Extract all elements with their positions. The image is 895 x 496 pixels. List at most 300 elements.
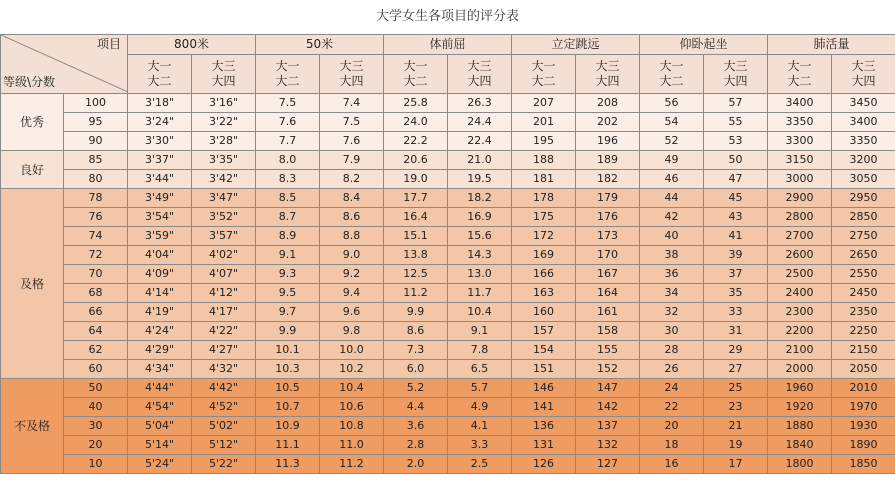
value-cell: 3'59" [128,227,192,246]
value-cell: 3'30" [128,132,192,151]
value-cell: 3050 [832,170,895,189]
value-cell: 5.2 [384,379,448,398]
value-cell: 172 [512,227,576,246]
value-cell: 10.6 [320,398,384,417]
year-group-header [576,55,640,94]
item-axis-label: 项目 [96,37,121,51]
value-cell: 4'42" [192,379,256,398]
value-cell: 4'02" [192,246,256,265]
score-cell: 30 [64,417,128,436]
value-cell: 151 [512,360,576,379]
value-cell: 29 [704,341,768,360]
value-cell: 3'57" [192,227,256,246]
value-cell: 2250 [832,322,895,341]
item-header-50m: 50米 [256,35,384,55]
value-cell: 22.2 [384,132,448,151]
value-cell: 2800 [768,208,832,227]
value-cell: 2200 [768,322,832,341]
value-cell: 5'24" [128,455,192,474]
value-cell: 4'29" [128,341,192,360]
value-cell: 3'24" [128,113,192,132]
value-cell: 4'44" [128,379,192,398]
value-cell: 178 [512,189,576,208]
item-header-sit-and-reach: 体前屈 [384,35,512,55]
value-cell: 43 [704,208,768,227]
value-cell: 4'19" [128,303,192,322]
value-cell: 152 [576,360,640,379]
value-cell: 40 [640,227,704,246]
score-cell: 20 [64,436,128,455]
value-cell: 2850 [832,208,895,227]
value-cell: 22.4 [448,132,512,151]
value-cell: 55 [704,113,768,132]
value-cell: 2100 [768,341,832,360]
value-cell: 2700 [768,227,832,246]
value-cell: 9.8 [320,322,384,341]
value-cell: 31 [704,322,768,341]
value-cell: 1970 [832,398,895,417]
value-cell: 42 [640,208,704,227]
value-cell: 5'14" [128,436,192,455]
value-cell: 146 [512,379,576,398]
value-cell: 57 [704,94,768,113]
value-cell: 33 [704,303,768,322]
value-cell: 1880 [768,417,832,436]
value-cell: 10.4 [448,303,512,322]
table-row [1,94,895,113]
value-cell: 9.3 [256,265,320,284]
value-cell: 4'24" [128,322,192,341]
value-cell: 182 [576,170,640,189]
value-cell: 20 [640,417,704,436]
year-group-header [704,55,768,94]
value-cell: 4'34" [128,360,192,379]
value-cell: 21 [704,417,768,436]
value-cell: 3150 [768,151,832,170]
value-cell: 4'22" [192,322,256,341]
year-group-header [512,55,576,94]
value-cell: 23 [704,398,768,417]
value-cell: 1930 [832,417,895,436]
year-group-header [832,55,895,94]
value-cell: 1920 [768,398,832,417]
value-cell: 2950 [832,189,895,208]
value-cell: 3'52" [192,208,256,227]
value-cell: 8.6 [320,208,384,227]
value-cell: 4'09" [128,265,192,284]
value-cell: 2300 [768,303,832,322]
value-cell: 12.5 [384,265,448,284]
score-cell: 74 [64,227,128,246]
value-cell: 9.5 [256,284,320,303]
value-cell: 161 [576,303,640,322]
score-cell: 100 [64,94,128,113]
value-cell: 126 [512,455,576,474]
value-cell: 10.8 [320,417,384,436]
value-cell: 3450 [832,94,895,113]
value-cell: 3'37" [128,151,192,170]
value-cell: 136 [512,417,576,436]
value-cell: 4'54" [128,398,192,417]
year-label: 大一 [147,59,172,73]
value-cell: 3.3 [448,436,512,455]
value-cell: 8.9 [256,227,320,246]
value-cell: 2450 [832,284,895,303]
value-cell: 16.4 [384,208,448,227]
year-group-header [256,55,320,94]
value-cell: 3.6 [384,417,448,436]
value-cell: 7.5 [320,113,384,132]
value-cell: 195 [512,132,576,151]
value-cell: 9.1 [448,322,512,341]
value-cell: 10.3 [256,360,320,379]
year-label: 大三 [595,59,620,73]
value-cell: 4'27" [192,341,256,360]
value-cell: 3'35" [192,151,256,170]
value-cell: 4.4 [384,398,448,417]
value-cell: 26 [640,360,704,379]
value-cell: 9.1 [256,246,320,265]
year-label: 大一 [403,59,428,73]
value-cell: 4'07" [192,265,256,284]
value-cell: 173 [576,227,640,246]
year-label: 大三 [339,59,364,73]
value-cell: 11.2 [320,455,384,474]
value-cell: 2.5 [448,455,512,474]
value-cell: 41 [704,227,768,246]
value-cell: 7.6 [256,113,320,132]
score-cell: 72 [64,246,128,265]
value-cell: 16.9 [448,208,512,227]
table-row [1,436,895,455]
value-cell: 30 [640,322,704,341]
item-header-vital-capacity: 肺活量 [768,35,895,55]
grade-level-cell: 不及格 [1,379,64,474]
year-group-header [192,55,256,94]
value-cell: 36 [640,265,704,284]
value-cell: 3400 [768,94,832,113]
value-cell: 9.2 [320,265,384,284]
value-cell: 19.0 [384,170,448,189]
value-cell: 208 [576,94,640,113]
value-cell: 5.7 [448,379,512,398]
value-cell: 158 [576,322,640,341]
value-cell: 2350 [832,303,895,322]
value-cell: 1890 [832,436,895,455]
value-cell: 202 [576,113,640,132]
year-label: 大二 [403,74,428,88]
year-label: 大二 [531,74,556,88]
value-cell: 18 [640,436,704,455]
value-cell: 3350 [832,132,895,151]
value-cell: 47 [704,170,768,189]
value-cell: 176 [576,208,640,227]
value-cell: 2400 [768,284,832,303]
value-cell: 6.0 [384,360,448,379]
value-cell: 56 [640,94,704,113]
score-cell: 62 [64,341,128,360]
item-header-800m: 800米 [128,35,256,55]
value-cell: 8.4 [320,189,384,208]
value-cell: 17 [704,455,768,474]
value-cell: 37 [704,265,768,284]
value-cell: 164 [576,284,640,303]
score-cell: 78 [64,189,128,208]
table-row [1,303,895,322]
value-cell: 2150 [832,341,895,360]
table-row [1,322,895,341]
table-row [1,341,895,360]
year-group-header [320,55,384,94]
table-row [1,132,895,151]
value-cell: 15.6 [448,227,512,246]
value-cell: 7.3 [384,341,448,360]
value-cell: 4'04" [128,246,192,265]
value-cell: 10.1 [256,341,320,360]
year-label: 大二 [659,74,684,88]
value-cell: 10.5 [256,379,320,398]
value-cell: 25.8 [384,94,448,113]
value-cell: 49 [640,151,704,170]
item-header-sit-ups: 仰卧起坐 [640,35,768,55]
value-cell: 7.9 [320,151,384,170]
value-cell: 10.4 [320,379,384,398]
value-cell: 175 [512,208,576,227]
value-cell: 166 [512,265,576,284]
value-cell: 3'22" [192,113,256,132]
value-cell: 137 [576,417,640,436]
score-cell: 90 [64,132,128,151]
score-cell: 40 [64,398,128,417]
value-cell: 4'52" [192,398,256,417]
value-cell: 188 [512,151,576,170]
value-cell: 155 [576,341,640,360]
value-cell: 132 [576,436,640,455]
year-label: 大四 [851,74,876,88]
value-cell: 189 [576,151,640,170]
year-label: 大一 [787,59,812,73]
item-header-standing-long-jump: 立定跳远 [512,35,640,55]
value-cell: 11.7 [448,284,512,303]
value-cell: 3000 [768,170,832,189]
value-cell: 21.0 [448,151,512,170]
value-cell: 3'18" [128,94,192,113]
value-cell: 3200 [832,151,895,170]
value-cell: 201 [512,113,576,132]
table-row [1,227,895,246]
value-cell: 19.5 [448,170,512,189]
value-cell: 7.6 [320,132,384,151]
value-cell: 28 [640,341,704,360]
value-cell: 45 [704,189,768,208]
year-label: 大四 [467,74,492,88]
year-label: 大二 [275,74,300,88]
value-cell: 24.0 [384,113,448,132]
score-table [0,34,895,474]
value-cell: 53 [704,132,768,151]
year-label: 大四 [339,74,364,88]
value-cell: 24.4 [448,113,512,132]
value-cell: 3350 [768,113,832,132]
value-cell: 15.1 [384,227,448,246]
score-cell: 85 [64,151,128,170]
score-cell: 10 [64,455,128,474]
table-row [1,113,895,132]
value-cell: 5'22" [192,455,256,474]
value-cell: 1840 [768,436,832,455]
value-cell: 1850 [832,455,895,474]
score-cell: 95 [64,113,128,132]
value-cell: 18.2 [448,189,512,208]
value-cell: 32 [640,303,704,322]
value-cell: 8.0 [256,151,320,170]
grade-axis-label: 等级\分数 [3,75,56,89]
value-cell: 181 [512,170,576,189]
value-cell: 54 [640,113,704,132]
value-cell: 2000 [768,360,832,379]
value-cell: 27 [704,360,768,379]
table-row [1,170,895,189]
value-cell: 10.7 [256,398,320,417]
value-cell: 3400 [832,113,895,132]
value-cell: 35 [704,284,768,303]
value-cell: 9.4 [320,284,384,303]
value-cell: 7.7 [256,132,320,151]
value-cell: 50 [704,151,768,170]
value-cell: 3'16" [192,94,256,113]
page-title: 大学女生各项目的评分表 [375,9,519,24]
value-cell: 207 [512,94,576,113]
value-cell: 2050 [832,360,895,379]
grade-level-cell: 良好 [1,151,64,189]
value-cell: 4'12" [192,284,256,303]
table-row [1,189,895,208]
value-cell: 167 [576,265,640,284]
year-label: 大二 [147,74,172,88]
value-cell: 13.0 [448,265,512,284]
year-group-header [640,55,704,94]
table-row [1,265,895,284]
table-row [1,379,895,398]
value-cell: 2650 [832,246,895,265]
value-cell: 163 [512,284,576,303]
value-cell: 7.8 [448,341,512,360]
value-cell: 2750 [832,227,895,246]
value-cell: 160 [512,303,576,322]
value-cell: 6.5 [448,360,512,379]
value-cell: 13.8 [384,246,448,265]
value-cell: 14.3 [448,246,512,265]
year-label: 大一 [275,59,300,73]
grade-level-cell: 优秀 [1,94,64,151]
value-cell: 7.4 [320,94,384,113]
value-cell: 4'14" [128,284,192,303]
value-cell: 7.5 [256,94,320,113]
year-group-header [384,55,448,94]
value-cell: 4.9 [448,398,512,417]
value-cell: 8.8 [320,227,384,246]
value-cell: 154 [512,341,576,360]
year-label: 大四 [595,74,620,88]
value-cell: 8.3 [256,170,320,189]
value-cell: 5'02" [192,417,256,436]
year-group-header [768,55,832,94]
value-cell: 11.1 [256,436,320,455]
year-label: 大一 [659,59,684,73]
value-cell: 3'28" [192,132,256,151]
value-cell: 39 [704,246,768,265]
value-cell: 157 [512,322,576,341]
value-cell: 11.3 [256,455,320,474]
table-row [1,208,895,227]
value-cell: 25 [704,379,768,398]
table-corner-header [1,35,128,94]
value-cell: 20.6 [384,151,448,170]
score-cell: 50 [64,379,128,398]
value-cell: 3'47" [192,189,256,208]
value-cell: 10.2 [320,360,384,379]
table-row [1,151,895,170]
table-row [1,417,895,436]
value-cell: 19 [704,436,768,455]
score-cell: 60 [64,360,128,379]
value-cell: 2.8 [384,436,448,455]
value-cell: 141 [512,398,576,417]
value-cell: 9.9 [384,303,448,322]
value-cell: 2900 [768,189,832,208]
value-cell: 38 [640,246,704,265]
value-cell: 4'32" [192,360,256,379]
value-cell: 147 [576,379,640,398]
value-cell: 8.7 [256,208,320,227]
value-cell: 3'49" [128,189,192,208]
year-group-header [448,55,512,94]
table-row [1,360,895,379]
value-cell: 8.2 [320,170,384,189]
value-cell: 9.6 [320,303,384,322]
value-cell: 127 [576,455,640,474]
value-cell: 10.0 [320,341,384,360]
value-cell: 8.5 [256,189,320,208]
value-cell: 17.7 [384,189,448,208]
value-cell: 11.0 [320,436,384,455]
year-label: 大四 [211,74,236,88]
value-cell: 4'17" [192,303,256,322]
table-row [1,246,895,265]
value-cell: 131 [512,436,576,455]
value-cell: 179 [576,189,640,208]
value-cell: 8.6 [384,322,448,341]
value-cell: 10.9 [256,417,320,436]
value-cell: 2.0 [384,455,448,474]
value-cell: 44 [640,189,704,208]
year-group-header [128,55,192,94]
value-cell: 1800 [768,455,832,474]
value-cell: 3'44" [128,170,192,189]
value-cell: 22 [640,398,704,417]
score-cell: 64 [64,322,128,341]
grade-level-cell: 及格 [1,189,64,379]
year-label: 大三 [723,59,748,73]
value-cell: 9.7 [256,303,320,322]
year-label: 大三 [467,59,492,73]
value-cell: 2500 [768,265,832,284]
year-label: 大一 [531,59,556,73]
value-cell: 170 [576,246,640,265]
value-cell: 142 [576,398,640,417]
year-label: 大三 [211,59,236,73]
value-cell: 5'04" [128,417,192,436]
